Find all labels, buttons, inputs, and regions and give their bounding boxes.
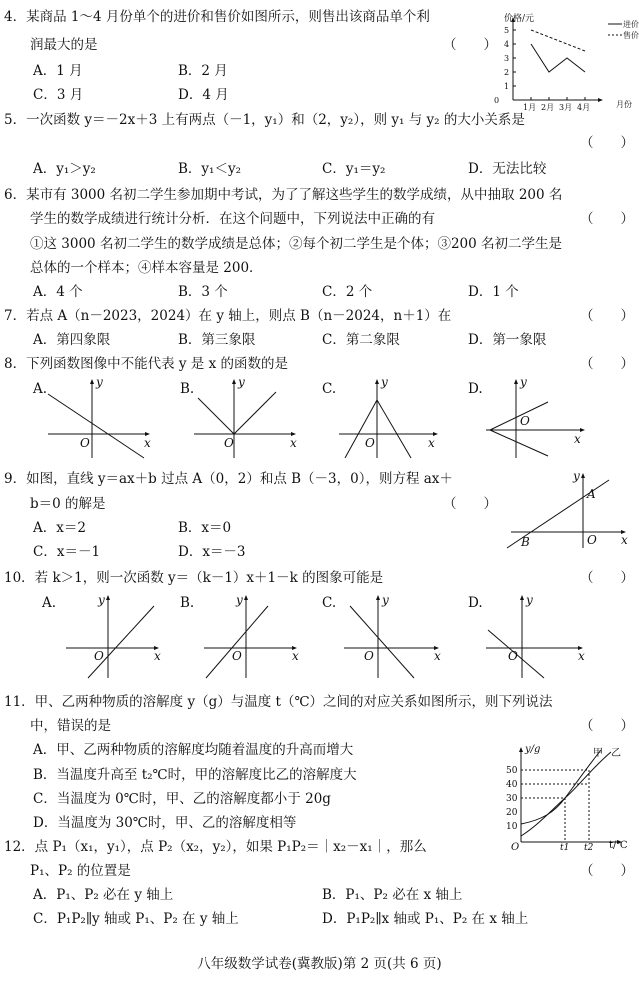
q4-ytick-label: 4	[504, 40, 510, 49]
q10-answer-paren: （ ）	[580, 570, 634, 586]
q10c-y-label: y	[382, 593, 389, 607]
q4-ytick-label: 5	[504, 26, 510, 35]
q6-stem-line4: 总体的一个样本；④样本容量是 200．	[30, 260, 263, 276]
q11-label-t2: t2	[584, 843, 594, 853]
q12-option-a: A．P₁、P₂ 必在 y 轴上	[33, 887, 174, 903]
page-footer: 八年级数学试卷(冀教版)第 2 页(共 6 页)	[197, 956, 442, 972]
q10-graph-b	[196, 590, 308, 680]
q10d-origin-label: O	[508, 649, 518, 663]
q8d-origin-label: O	[520, 414, 530, 428]
q11-answer-paren: （ ）	[580, 718, 634, 734]
q11-option-d: D．当温度为 30℃时，甲、乙的溶解度相等	[33, 815, 297, 831]
q5-option-c: C．y₁＝y₂	[322, 161, 386, 177]
q9-option-d: D．x＝－3	[178, 544, 246, 560]
q8a-origin-label: O	[80, 436, 90, 450]
q8-graph-c	[335, 374, 447, 462]
q8d-y-label: y	[520, 375, 527, 389]
q7-option-a: A．第四象限	[33, 332, 111, 348]
q4-option-b: B．2 月	[178, 63, 228, 79]
q4-xtick-label: 3月	[559, 103, 573, 112]
q10b-x-label: x	[292, 649, 299, 663]
q9-option-a: A．x＝2	[33, 520, 86, 536]
q6-answer-paren: （ ）	[580, 211, 634, 227]
q4-xtick-label: 2月	[541, 103, 555, 112]
q4-ytick-label: 1	[504, 82, 510, 91]
q8-graph-a	[44, 374, 156, 462]
q7-answer-paren: （ ）	[580, 308, 634, 324]
q8-option-d-label: D.	[468, 381, 483, 397]
q4-xtick-label: 4月	[577, 103, 591, 112]
q6-stem-line3: ①这 3000 名初二学生的数学成绩是总体；②每个初二学生是个体；③200 名初二学生是	[30, 236, 562, 252]
q9-y-label: y	[573, 469, 580, 483]
q4-chart-ylabel: 价格/元	[504, 14, 535, 24]
q4-xtick-label: 1月	[523, 103, 537, 112]
q5-stem: 5．一次函数 y＝－2x＋3 上有两点（－1，y₁）和（2，y₂），则 y₁ 与 y₂ 的大小关系是	[4, 112, 525, 128]
q12-option-c: C．P₁P₂∥y 轴或 P₁、P₂ 在 y 轴上	[33, 911, 239, 927]
q11-option-b: B．当温度升高至 t₂℃时，甲的溶解度比乙的溶解度大	[33, 767, 357, 783]
q7-option-d: D．第一象限	[468, 332, 547, 348]
q10a-y-label: y	[98, 593, 105, 607]
q11-ytick-10: 10	[506, 822, 518, 832]
q6-option-d: D．1 个	[468, 284, 519, 300]
q12-answer-paren: （ ）	[580, 863, 634, 879]
q5-answer-paren: （ ）	[580, 135, 634, 151]
q4-chart-xunit: 月份	[616, 100, 632, 109]
q4-answer-paren: （ ）	[443, 37, 497, 53]
q11-ytick-50: 50	[506, 766, 518, 776]
q4-series-line-jinjia	[531, 44, 585, 72]
q7-stem: 7．若点 A（n－2023，2024）在 y 轴上，则点 B（n－2024，n＋1）在	[4, 308, 452, 324]
q8-option-c-label: C.	[322, 381, 337, 397]
q9-x-label: x	[621, 533, 628, 547]
q10a-x-label: x	[154, 649, 161, 663]
q10-graph-d	[482, 590, 594, 680]
q9-stem-line1: 9．如图，直线 y＝ax＋b 过点 A（0，2）和点 B（－3，0），则方程 ax＋	[4, 471, 453, 487]
q11-stem-line2: 中，错误的是	[30, 718, 111, 734]
q11-option-a: A．甲、乙两种物质的溶解度均随着温度的升高而增大	[33, 742, 354, 758]
q8c-x-label: x	[428, 436, 435, 450]
q8-stem: 8．下列函数图像中不能代表 y 是 x 的函数的是	[4, 356, 288, 372]
q12-option-d: D．P₁P₂∥x 轴或 P₁、P₂ 在 x 轴上	[322, 911, 529, 927]
q4-legend-shoujia: 售价	[623, 31, 639, 40]
q4-stem-line2: 润最大的是	[30, 37, 98, 53]
q10c-x-label: x	[434, 649, 441, 663]
q12-stem-line1: 12．点 P₁（x₁，y₁），点 P₂（x₂，y₂），如果 P₁P₂＝｜x₂－x₁｜，那么	[4, 839, 427, 855]
q9-stem-line2: b＝0 的解是	[30, 496, 106, 512]
q5-option-a: A．y₁＞y₂	[33, 161, 96, 177]
q4-option-c: C．3 月	[33, 87, 84, 103]
q9-point-b-label: B	[521, 535, 530, 549]
q5-option-b: B．y₁＜y₂	[178, 161, 241, 177]
q11-ytick-40: 40	[506, 780, 518, 790]
q12-option-b: B．P₁、P₂ 必在 x 轴上	[322, 887, 463, 903]
q8a-x-label: x	[144, 436, 151, 450]
q9-origin-label: O	[587, 533, 597, 547]
q10d-x-label: x	[578, 649, 585, 663]
q9-line-graph	[505, 468, 635, 552]
q10-option-c-label: C.	[322, 595, 337, 611]
q11-ytick-20: 20	[506, 808, 518, 818]
q4-option-d: D．4 月	[178, 87, 229, 103]
q6-option-c: C．2 个	[322, 284, 373, 300]
q11-chart-xlabel: t/℃	[609, 840, 628, 851]
q10b-origin-label: O	[232, 649, 242, 663]
q6-stem-line1: 6．某市有 3000 名初二学生参加期中考试，为了了解这些学生的数学成绩，从中抽取 200 名	[4, 187, 563, 203]
q8b-x-label: x	[290, 436, 297, 450]
q9-option-c: C．x＝－1	[33, 544, 101, 560]
q7-option-b: B．第三象限	[178, 332, 256, 348]
q10-graph-c	[338, 590, 450, 680]
q6-option-a: A．4 个	[33, 284, 83, 300]
q4-ytick-label: 3	[504, 54, 510, 63]
q9-answer-paren: （ ）	[443, 496, 497, 512]
q6-option-b: B．3 个	[178, 284, 228, 300]
q4-legend-jinjia: 进价	[623, 20, 639, 29]
q11-stem-line1: 11．甲、乙两种物质的溶解度 y（g）与温度 t（℃）之间的对应关系如图所示，则下列说法	[4, 694, 553, 710]
q8c-origin-label: O	[365, 436, 375, 450]
q11-label-jia: 甲	[593, 748, 603, 759]
q8d-x-label: x	[574, 432, 581, 446]
q8-option-a-label: A.	[33, 381, 48, 397]
q4-price-chart	[478, 10, 638, 110]
q10-stem: 10．若 k＞1，则一次函数 y＝（k－1）x＋1－k 的图象可能是	[4, 570, 384, 586]
q10-option-a-label: A.	[42, 595, 57, 611]
q8a-y-label: y	[96, 375, 103, 389]
q10-graph-a	[58, 590, 170, 680]
q6-stem-line2: 学生的数学成绩进行统计分析．在这个问题中，下列说法中正确的有	[30, 211, 435, 227]
q9-point-a-label: A	[587, 487, 596, 501]
q11-solubility-chart	[497, 738, 637, 853]
q5-option-d: D．无法比较	[468, 161, 547, 177]
q11-label-yi: 乙	[611, 748, 621, 759]
q10c-origin-label: O	[364, 649, 374, 663]
q10d-y-label: y	[526, 593, 533, 607]
q11-chart-ylabel: y/g	[525, 744, 541, 755]
q10-option-d-label: D.	[468, 595, 483, 611]
q11-chart-origin: O	[511, 842, 520, 853]
q11-curve-yi	[521, 752, 611, 836]
q4-ytick-label: 2	[504, 68, 510, 77]
q10b-y-label: y	[236, 593, 243, 607]
q8-graph-b	[190, 374, 302, 462]
q7-option-c: C．第二象限	[322, 332, 400, 348]
q8b-y-label: y	[238, 375, 245, 389]
q8-graph-d	[482, 374, 594, 462]
q11-option-c: C．当温度为 0℃时，甲、乙的溶解度都小于 20g	[33, 791, 331, 807]
q12-stem-line2: P₁、P₂ 的位置是	[30, 863, 131, 879]
q8c-y-label: y	[381, 375, 388, 389]
q11-label-t1: t1	[560, 843, 570, 853]
q9-option-b: B．x＝0	[178, 520, 232, 536]
q8-option-b-label: B.	[180, 381, 195, 397]
q10-option-b-label: B.	[180, 595, 195, 611]
q8-answer-paren: （ ）	[580, 356, 634, 372]
q4-option-a: A．1 月	[33, 63, 83, 79]
q4-chart-origin: 0	[494, 96, 500, 105]
q4-stem-line1: 4．某商品 1～4 月份单个的进价和售价如图所示，则售出该商品单个利	[4, 9, 430, 25]
q11-ytick-30: 30	[506, 794, 518, 804]
q8b-origin-label: O	[224, 436, 234, 450]
q4-series-line-shoujia	[531, 30, 585, 51]
q10a-origin-label: O	[94, 649, 104, 663]
